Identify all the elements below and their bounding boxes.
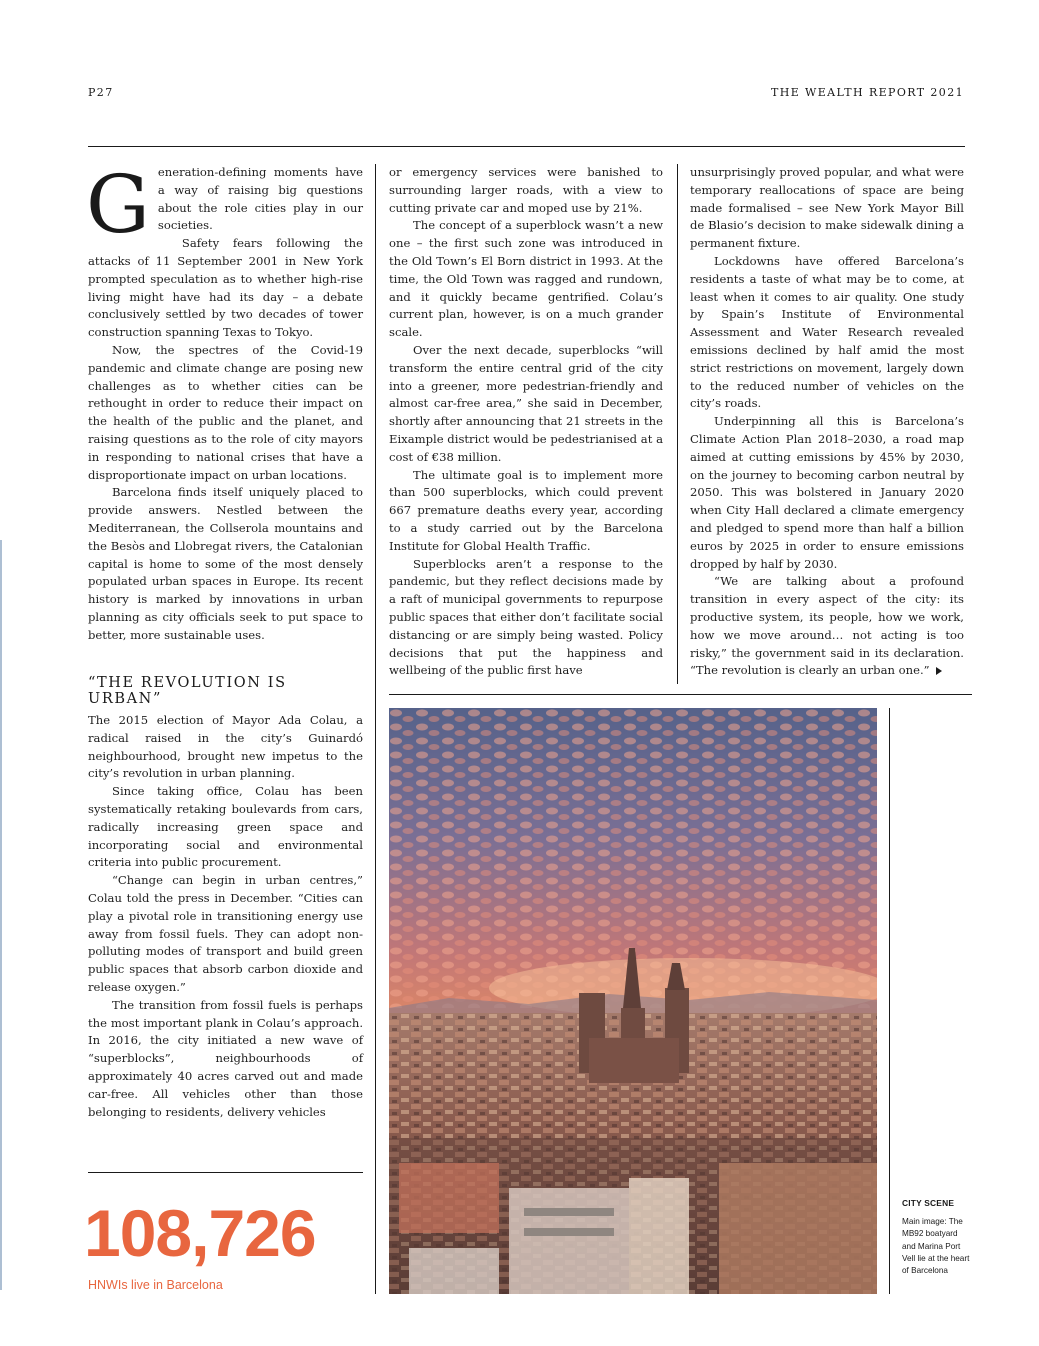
barcelona-skyline-photo xyxy=(389,708,877,1294)
paragraph: unsurprisingly proved popular, and what were temporary reallocations of space are being made formalised – see New York Mayor Bill de Blasio’s decision to make sidewalk dining a permanent fixture. xyxy=(690,165,964,251)
paragraph: Barcelona finds itself uniquely placed to provide answers. Nestled between the Mediterranean, the Collserola mountains and the Besòs and Llobregat rivers, the Catalonian capital is home to some of the most densely populated urban spaces in Europe. Its recent history is marked by innovations in urban planning as city officials seek to put space to better, more sustainable uses. xyxy=(88,485,363,642)
caption-divider xyxy=(889,708,890,1294)
article-column-1-continued xyxy=(88,712,363,1121)
paragraph: Superblocks aren’t a response to the pandemic, but they reflect decisions made by a raft of municipal governments to repurpose public spaces that either don’t facilitate social distancing or are simply being wasted. Policy decisions that put the happiness and wellbeing of the public first have xyxy=(389,556,663,678)
paragraph: eneration-defining moments have a way of raising big questions about the role cities play in our societies. xyxy=(157,165,363,233)
paragraph: or emergency services were banished to surrounding larger roads, with a view to cutting private car and moped use by 21%. xyxy=(389,165,663,215)
publication-title: THE WEALTH REPORT 2021 xyxy=(770,86,964,99)
header-rule xyxy=(88,146,965,147)
stat-rule xyxy=(88,1172,363,1173)
paragraph: The concept of a superblock wasn’t a new one – the first such zone was introduced in the Old Town’s El Born district in 1993. At the time, the Old Town was ragged and rundown, and it quickly became gentrified. Colau’s current plan, however, is on a much grander scale. xyxy=(389,218,663,340)
article-column-1 xyxy=(86,158,363,645)
paragraph: The 2015 election of Mayor Ada Colau, a radical raised in the city’s Guinardó neighbourhood, brought new impetus to the city’s revolution in urban planning. xyxy=(88,713,363,781)
continue-arrow-icon xyxy=(936,667,942,675)
paragraph: Underpinning all this is Barcelona’s Climate Action Plan 2018–2030, a road map aimed at cutting emissions by 45% by 2030, on the journey to becoming carbon neutral by 2050. This was bolstered in January 2020 when City Hall declared a climate emergency and pledged to spend more than half a billion euros by 2025 in order to ensure emissions dropped by half by 2030. xyxy=(690,414,964,571)
page-number: P27 xyxy=(88,86,114,99)
article-column-3 xyxy=(690,164,964,680)
column-divider xyxy=(677,164,678,684)
paragraph xyxy=(690,573,964,680)
article-column-2 xyxy=(389,164,663,680)
stat-label: HNWIs live in Barcelona xyxy=(88,1278,223,1292)
closing-paragraph-text: “We are talking about a profound transition in every aspect of the city: its productive system, its people, how we work, how we move around… not acting is too risky,” the government said in its declaration. “The revolution is clearly an urban one.” xyxy=(690,574,964,678)
image-top-rule xyxy=(389,694,972,695)
paragraph: The ultimate goal is to implement more than 500 superblocks, which could prevent 667 premature deaths every year, according to a study carried out by the Barcelona Institute for Global Health Traffic. xyxy=(389,467,663,553)
caption-title: CITY SCENE xyxy=(902,1198,955,1208)
section-subheading: “THE REVOLUTION IS URBAN” xyxy=(88,675,287,707)
page-edge-strip xyxy=(0,540,2,1290)
paragraph: Over the next decade, superblocks “will transform the entire central grid of the city into a greener, more pedestrian-friendly and almost car-free area,” she said in December, shortly after announcing that 21 streets in the Eixample district would be pedestrianised at a cost of €38 million. xyxy=(389,342,663,464)
drop-cap: G xyxy=(86,158,150,251)
stat-value: 108,726 xyxy=(84,1196,316,1270)
caption-body: Main image: The MB92 boatyard and Marina Port Vell lie at the heart of Barcelona xyxy=(902,1217,970,1276)
column-divider xyxy=(375,164,376,1294)
paragraph: Now, the spectres of the Covid-19 pandemic and climate change are posing new challenges as to whether cities can be rethought in order to reduce their impact on the health of the public and the planet, and raising questions as to the role of city mayors in responding to national crises that have a disproportionate impact on urban locations. xyxy=(88,342,363,482)
paragraph: The transition from fossil fuels is perhaps the most important plank in Colau’s approach. In 2016, the city initiated a new wave of “superblocks”, neighbourhoods of approximately 40 acres carved out and made car-free. All vehicles other than those belonging to residents, delivery vehicles xyxy=(88,997,363,1119)
paragraph: “Change can begin in urban centres,” Colau told the press in December. “Cities can play a pivotal role in transitioning energy use away from fossil fuels. They can adopt non-polluting modes of transport and build green public spaces that absorb carbon dioxide and release oxygen.” xyxy=(88,873,363,994)
paragraph: Since taking office, Colau has been systematically retaking boulevards from cars, radically increasing green space and incorporating social and environmental criteria into public procurement. xyxy=(88,784,363,870)
paragraph: Lockdowns have offered Barcelona’s residents a taste of what may be to come, at least when it comes to air quality. One study by Spain’s Institute of Environmental Assessment and Water Research revealed emissions declined by half amid the most strict restrictions on movement, largely down to the reduced number of vehicles on the city’s roads. xyxy=(690,253,964,411)
paragraph: Safety fears following the attacks of 11 September 2001 in New York prompted speculation as to whether high-rise living might have had its day – a debate conclusively settled by two decades of tower construction spanning Texas to Tokyo. xyxy=(88,236,363,340)
